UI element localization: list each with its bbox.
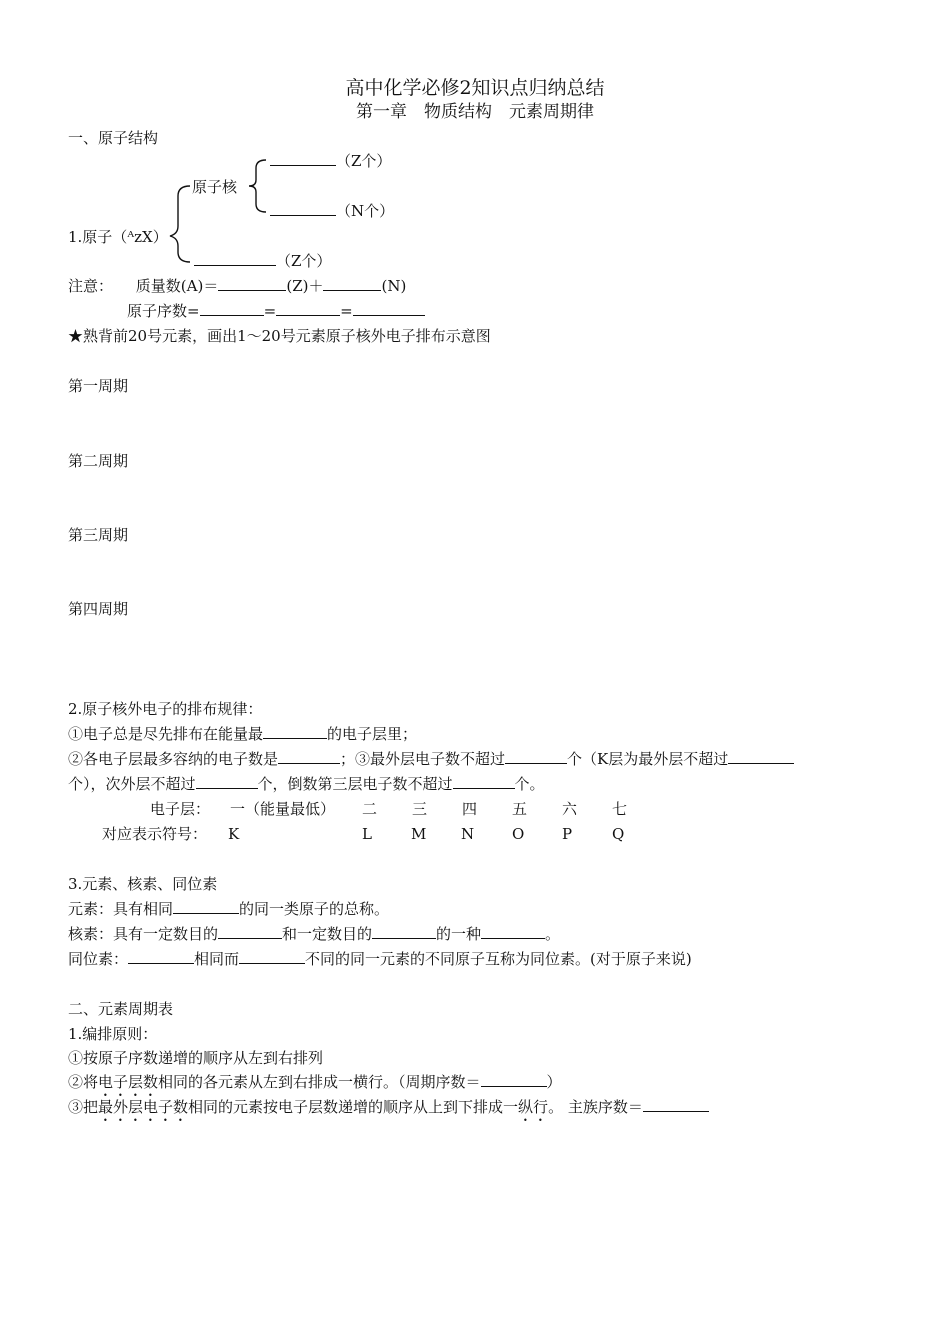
isotope-text-c: 不同的同一元素的不同原子互称为同位素。(对于原子来说) [305,950,692,968]
proton-suffix: （Z个） [336,152,392,170]
rule1-text-a: ①电子总是尽先排布在能量最 [68,725,264,743]
atomic-blank-3[interactable] [353,301,425,316]
p3-text-b: 相同的元素按电子层数递增的顺序从上到下排成一 [188,1098,519,1116]
nuclide-blank-1[interactable] [218,924,282,939]
mass-n-text: (N) [381,277,407,295]
period-3: 第三周期 [68,526,129,544]
electron-suffix: （Z个） [276,252,332,270]
section-atomic-structure: 一、原子结构 [68,129,159,147]
group-number-blank[interactable] [643,1097,709,1112]
nuclide-text-d: 。 [545,925,561,943]
atom-brace [170,186,190,262]
chapter-title: 第一章 物质结构 元素周期律 [356,102,594,122]
mass-blank-n[interactable] [323,276,381,291]
rule-2 [68,749,794,769]
rule3-blank-1[interactable] [196,774,258,789]
shell-1: 一（能量最低） [230,800,336,818]
symbol-o: O [512,825,525,843]
period-2: 第二周期 [68,452,129,470]
symbol-m: M [411,825,427,843]
atom-symbol: ᴬzX [127,228,153,246]
atomic-number-label: 原子序数= [127,302,200,320]
section-periodic-table: 二、元素周期表 [68,1000,174,1018]
nuclide-blank-3[interactable] [481,924,545,939]
p2-text-c: ） [546,1073,562,1091]
iso-title: 3.元素、核素、同位素 [68,875,218,893]
mass-number-label: 质量数(A)＝ [135,277,219,295]
nuclide-text-a: 核素：具有一定数目的 [68,925,219,943]
atom-label-close: ） [152,228,168,246]
proton-line [270,151,391,171]
symbol-p: P [562,825,573,843]
electron-blank[interactable] [194,251,276,266]
nuclide-text-b: 和一定数目的 [282,925,373,943]
note-line-1 [68,276,406,296]
shell-5: 五 [512,800,528,818]
p3-text-c: 。 主族序数＝ [548,1098,643,1116]
element-def [68,899,389,919]
rule2-blank-1[interactable] [278,749,340,764]
rule-3 [68,774,545,794]
isotope-text-b: 相同而 [194,950,240,968]
rule2-text-a: ②各电子层最多容纳的电子数是 [68,750,279,768]
p2-emphasis: 电子层数 [98,1073,159,1091]
eq-1: = [263,302,277,320]
symbol-l: L [362,825,372,843]
note-label: 注意： [68,277,114,295]
nuclide-blank-2[interactable] [372,924,436,939]
memorize-note: ★熟背前20号元素，画出1～20号元素原子核外电子排布示意图 [68,327,491,345]
atomic-blank-1[interactable] [200,301,264,316]
rule1-blank[interactable] [263,724,327,739]
atom-label-text: 1.原子（ [68,228,128,246]
rule1-text-b: 的电子层里； [327,725,418,743]
rule2-blank-2[interactable] [505,749,567,764]
nuclide-def [68,924,560,944]
p3-emphasis-2: 纵行 [518,1098,549,1116]
shell-3: 三 [412,800,428,818]
p3-emphasis: 最外层电子数 [98,1098,189,1116]
principle-title: 1.编排原则： [68,1025,158,1043]
isotope-def [68,949,692,969]
rule3-text-c: 个。 [514,775,545,793]
atom-label [68,227,168,247]
rules-title: 2.原子核外电子的排布规律： [68,700,263,718]
period-number-blank[interactable] [481,1072,547,1087]
rule2-blank-3[interactable] [728,749,794,764]
rule2-text-b: ；③最外层电子数不超过 [340,750,506,768]
nucleus-brace [249,160,266,212]
rule-1 [68,724,417,744]
isotope-text-a: 同位素： [68,950,129,968]
p3-text-a: ③把 [68,1098,99,1116]
p2-text-a: ②将 [68,1073,99,1091]
rule2-text-c: 个（K层为最外层不超过 [567,750,729,768]
nucleus-label: 原子核 [192,178,238,196]
shell-6: 六 [562,800,578,818]
shell-2: 二 [362,800,378,818]
mass-blank-z[interactable] [218,276,286,291]
rule3-text-b: 个，倒数第三层电子数不超过 [257,775,453,793]
rule3-text-a: 个），次外层不超过 [68,775,196,793]
symbol-header: 对应表示符号： [102,825,208,843]
period-4: 第四周期 [68,600,129,618]
neutron-line [270,201,394,221]
note-line-2 [127,301,425,321]
symbol-q: Q [612,825,625,843]
p2-text-b: 相同的各元素从左到右排成一横行。（周期序数＝ [158,1073,481,1091]
element-text-b: 的同一类原子的总称。 [239,900,390,918]
atomic-blank-2[interactable] [276,301,340,316]
doc-title: 高中化学必修2知识点归纳总结 [345,77,605,99]
shell-header: 电子层： [150,800,211,818]
eq-2: = [340,302,353,320]
nuclide-text-c: 的一种 [436,925,482,943]
proton-blank[interactable] [270,151,336,166]
principle-3 [68,1097,709,1125]
rule3-blank-2[interactable] [453,774,515,789]
symbol-n: N [461,825,475,843]
mass-z-text: (Z)＋ [286,277,324,295]
diagram-braces [0,0,950,300]
neutron-blank[interactable] [270,201,336,216]
principle-2 [68,1072,562,1100]
period-1: 第一周期 [68,377,129,395]
principle-1: ①按原子序数递增的顺序从左到右排列 [68,1049,324,1067]
isotope-blank-1[interactable] [128,949,194,964]
shell-7: 七 [612,800,628,818]
symbol-k: K [228,825,240,843]
neutron-suffix: （N个） [336,202,395,220]
isotope-blank-2[interactable] [239,949,305,964]
element-blank[interactable] [173,899,239,914]
element-text-a: 元素：具有相同 [68,900,174,918]
electron-line [194,251,331,271]
shell-4: 四 [462,800,478,818]
